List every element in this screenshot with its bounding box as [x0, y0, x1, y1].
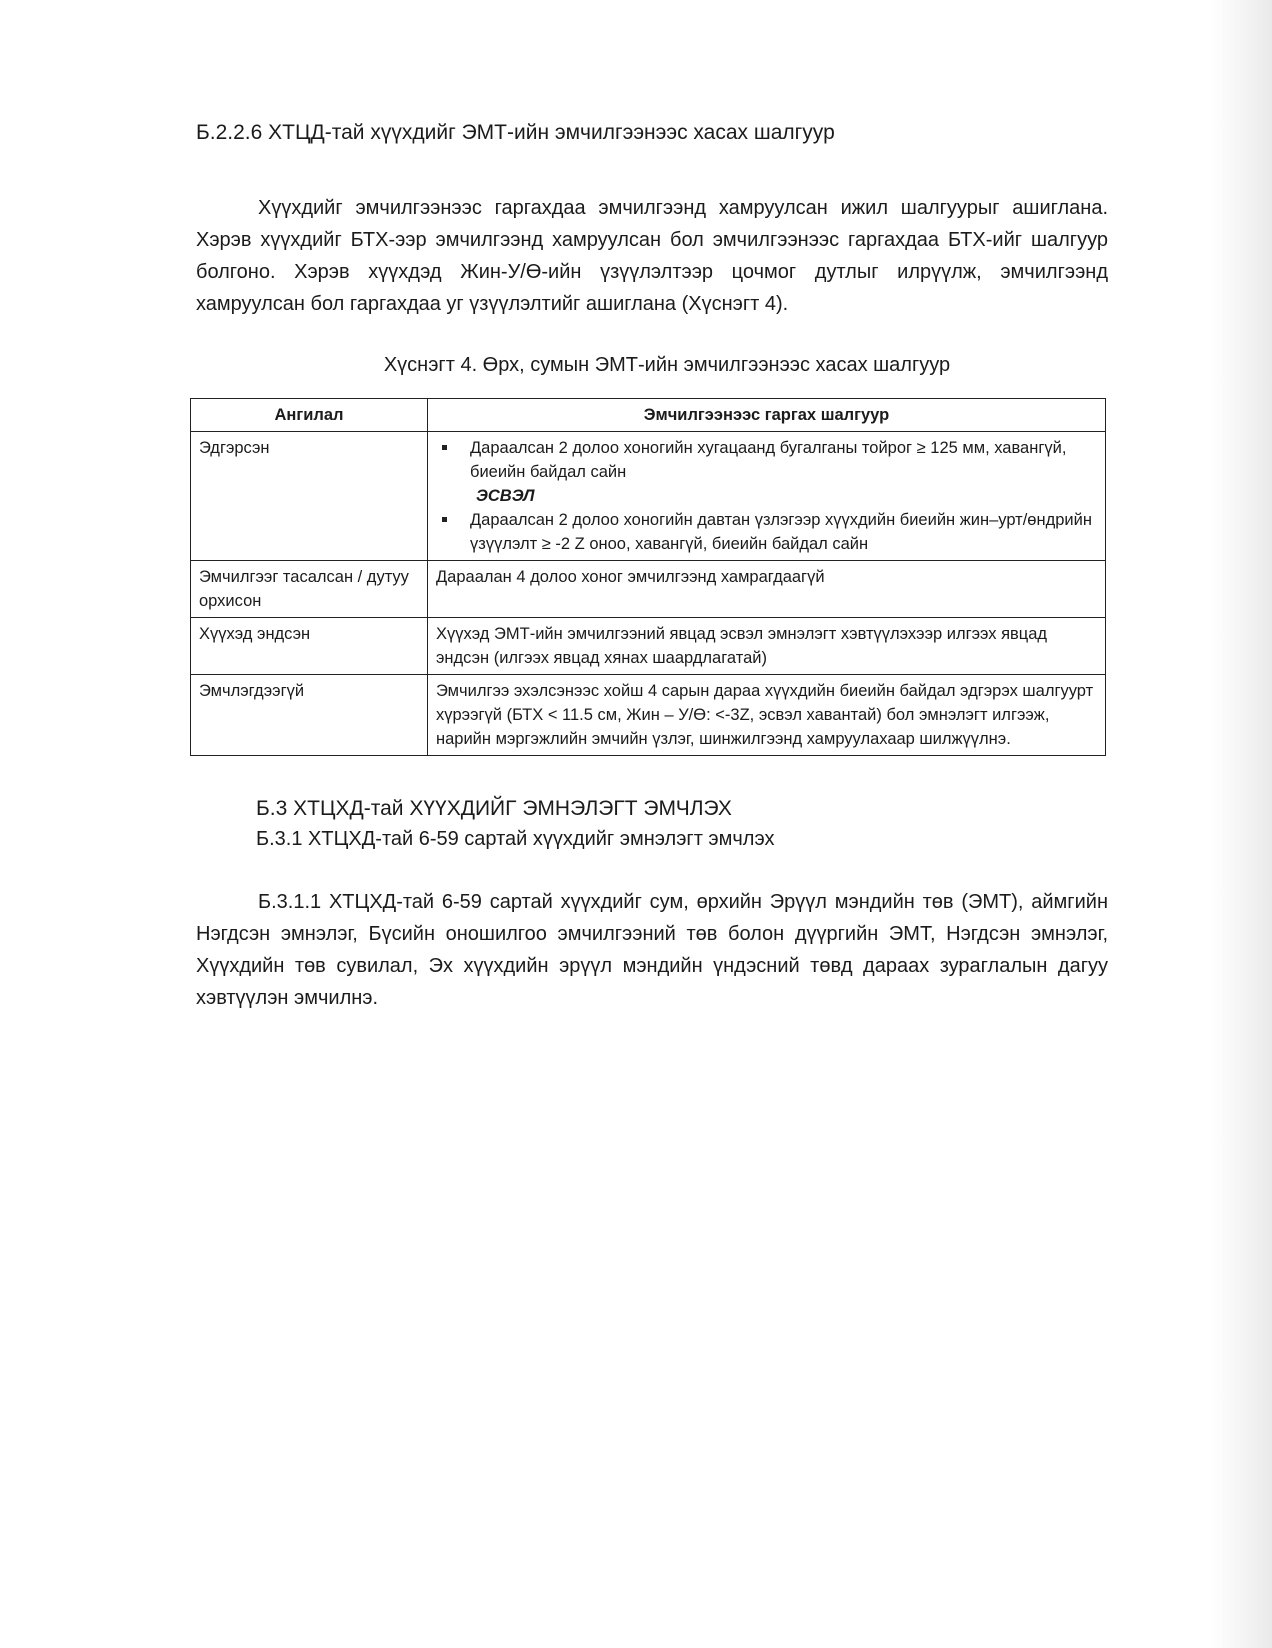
- table-caption: Хүснэгт 4. Өрх, сумын ЭМТ-ийн эмчилгээнээс хасах шалгуур: [383, 354, 951, 376]
- table-row: [191, 675, 1106, 756]
- list-item: Дараалсан 2 долоо хоногийн хугацаанд бугалганы тойрог ≥ 125 мм, хавангүй, биеийн байдал сайн: [470, 436, 1097, 484]
- table-row: [191, 432, 1106, 561]
- page-edge-shadow: [1210, 0, 1272, 1648]
- or-label: ЭСВЭЛ: [476, 487, 535, 505]
- row-category: Эдгэрсэн: [191, 432, 428, 561]
- header-category: Ангилал: [191, 399, 428, 432]
- row-category: Хүүхэд эндсэн: [191, 618, 428, 675]
- b311-paragraph: Б.3.1.1 ХТЦХД-тай 6-59 сартай хүүхдийг сум, өрхийн Эрүүл мэндийн төв (ЭМТ), аймгийн Нэгдсэн эмнэлэг, Бүсийн оношилгоо эмчилгээний төв болон дүүргийн ЭМТ, Нэгдсэн эмнэлэг, Хүүхдийн төв сувилал, Эх хүүхдийн эрүүл мэндийн үндэсний төвд дараах зураглалын дагуу хэвтүүлэн эмчилнэ.: [196, 891, 1108, 1009]
- row-criteria: Хүүхэд ЭМТ-ийн эмчилгээний явцад эсвэл эмнэлэгт хэвтүүлэхээр илгээх явцад эндсэн (илгээх явцад хянах шаардлагатай): [428, 618, 1106, 675]
- row-category: Эмчлэгдээгүй: [191, 675, 428, 756]
- table-row: [191, 561, 1106, 618]
- section-b31-heading: Б.3.1 ХТЦХД-тай 6-59 сартай хүүхдийг эмнэлэгт эмчлэх: [256, 828, 775, 850]
- document-page: [196, 118, 1108, 1014]
- criteria-list: [436, 508, 1097, 556]
- intro-paragraph: Хүүхдийг эмчилгээнээс гаргахдаа эмчилгээнд хамруулсан ижил шалгуурыг ашиглана. Хэрэв хүүхдийг БТХ-ээр эмчилгээнд хамруулсан бол эмчилгээнээс гаргахдаа БТХ-ийг шалгуур болгоно. Хэрэв хүүхдэд Жин-У/Ө-ийн үзүүлэлтээр цочмог дутлыг илрүүлж, эмчилгээнд хамруулсан бол гаргахдаа уг үзүүлэлтийг ашиглана (Хүснэгт 4).: [196, 197, 1108, 315]
- list-item: Дараалсан 2 долоо хоногийн давтан үзлэгээр хүүхдийн биеийн жин–урт/өндрийн үзүүлэлт ≥ -2 Z оноо, хавангүй, биеийн байдал сайн: [470, 508, 1097, 556]
- header-criteria: Эмчилгээнээс гаргах шалгуур: [428, 399, 1106, 432]
- row-criteria: [428, 432, 1106, 561]
- table-row: [191, 618, 1106, 675]
- criteria-list: [436, 436, 1097, 484]
- row-category: Эмчилгээг тасалсан / дутуу орхисон: [191, 561, 428, 618]
- table-header-row: [191, 399, 1106, 432]
- row-criteria: Дараалан 4 долоо хоног эмчилгээнд хамрагдаагүй: [428, 561, 1106, 618]
- section-heading: Б.2.2.6 ХТЦД-тай хүүхдийг ЭМТ-ийн эмчилгээнээс хасах шалгуур: [196, 121, 835, 144]
- section-b3-heading: Б.3 ХТЦХД-тай ХҮҮХДИЙГ ЭМНЭЛЭГТ ЭМЧЛЭХ: [256, 797, 732, 820]
- criteria-table: [190, 398, 1106, 756]
- row-criteria: Эмчилгээ эхэлсэнээс хойш 4 сарын дараа хүүхдийн биеийн байдал эдгэрэх шалгуурт хүрээгүй (БТХ < 11.5 см, Жин – У/Ө: <-3Z, эсвэл хавантай) бол эмнэлэгт илгээж, нарийн мэргэжлийн эмчийн үзлэг, шинжилгээнд хамруулахаар шилжүүлнэ.: [428, 675, 1106, 756]
